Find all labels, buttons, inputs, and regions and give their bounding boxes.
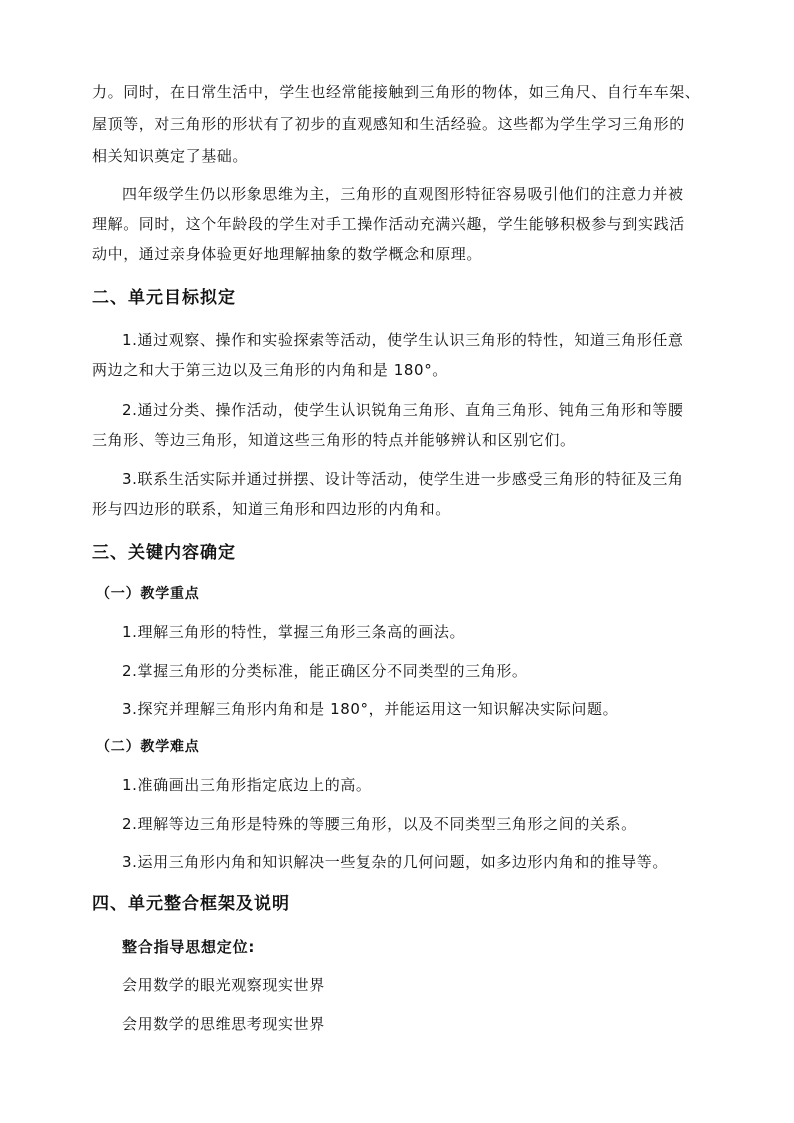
guideline-line-1: 会用数学的眼光观察现实世界 [122, 976, 325, 994]
intro-para2-line1: 四年级学生仍以形象思维为主，三角形的直观图形特征容易吸引他们的注意力并被 [122, 185, 684, 203]
difficult-points-heading: （二）教学难点 [96, 739, 200, 755]
goal2-line1: 2.通过分类、操作活动，使学生认识锐角三角形、直角三角形、钝角三角形和等腰 [122, 401, 684, 419]
integration-guideline-heading: 整合指导思想定位: [122, 938, 256, 956]
goal2-line2: 三角形、等边三角形，知道这些三角形的特点并能够辨认和区别它们。 [92, 431, 576, 449]
goal1-line1: 1.通过观察、操作和实验探索等活动，使学生认识三角形的特性，知道三角形任意 [122, 331, 684, 349]
goal3-line2: 形与四边形的联系，知道三角形和四边形的内角和。 [92, 500, 451, 518]
intro-para1-line1: 力。同时，在日常生活中，学生也经常能接触到三角形的物体，如三角尺、自行车车架、 [92, 83, 701, 101]
goal3-line1: 3.联系生活实际并通过拼摆、设计等活动，使学生进一步感受三角形的特征及三角 [122, 470, 684, 488]
intro-para2-line2: 理解。同时，这个年龄段的学生对手工操作活动充满兴趣，学生能够积极参与到实践活 [92, 215, 685, 233]
key-point-3: 3.探究并理解三角形内角和是 180°，并能运用这一知识解决实际问题。 [122, 700, 619, 718]
intro-para1-line2: 屋顶等，对三角形的形状有了初步的直观感知和生活经验。这些都为学生学习三角形的 [92, 115, 685, 133]
difficult-point-3: 3.运用三角形内角和知识解决一些复杂的几何问题，如多边形内角和的推导等。 [122, 853, 668, 871]
section4-heading: 四、单元整合框架及说明 [92, 894, 290, 914]
difficult-point-2: 2.理解等边三角形是特殊的等腰三角形，以及不同类型三角形之间的关系。 [122, 815, 637, 833]
section2-heading: 二、单元目标拟定 [92, 288, 236, 308]
key-point-1: 1.理解三角形的特性，掌握三角形三条高的画法。 [122, 623, 466, 641]
key-points-heading: （一）教学重点 [96, 586, 200, 602]
guideline-line-2: 会用数学的思维思考现实世界 [122, 1015, 325, 1033]
difficult-point-1: 1.准确画出三角形指定底边上的高。 [122, 776, 372, 794]
goal1-line2: 两边之和大于第三边以及三角形的内角和是 180°。 [92, 361, 448, 379]
intro-para1-line3: 相关知识奠定了基础。 [92, 147, 249, 165]
key-point-2: 2.掌握三角形的分类标准，能正确区分不同类型的三角形。 [122, 662, 528, 680]
intro-para2-line3: 动中，通过亲身体验更好地理解抽象的数学概念和原理。 [92, 245, 483, 263]
section3-heading: 三、关键内容确定 [92, 543, 236, 563]
